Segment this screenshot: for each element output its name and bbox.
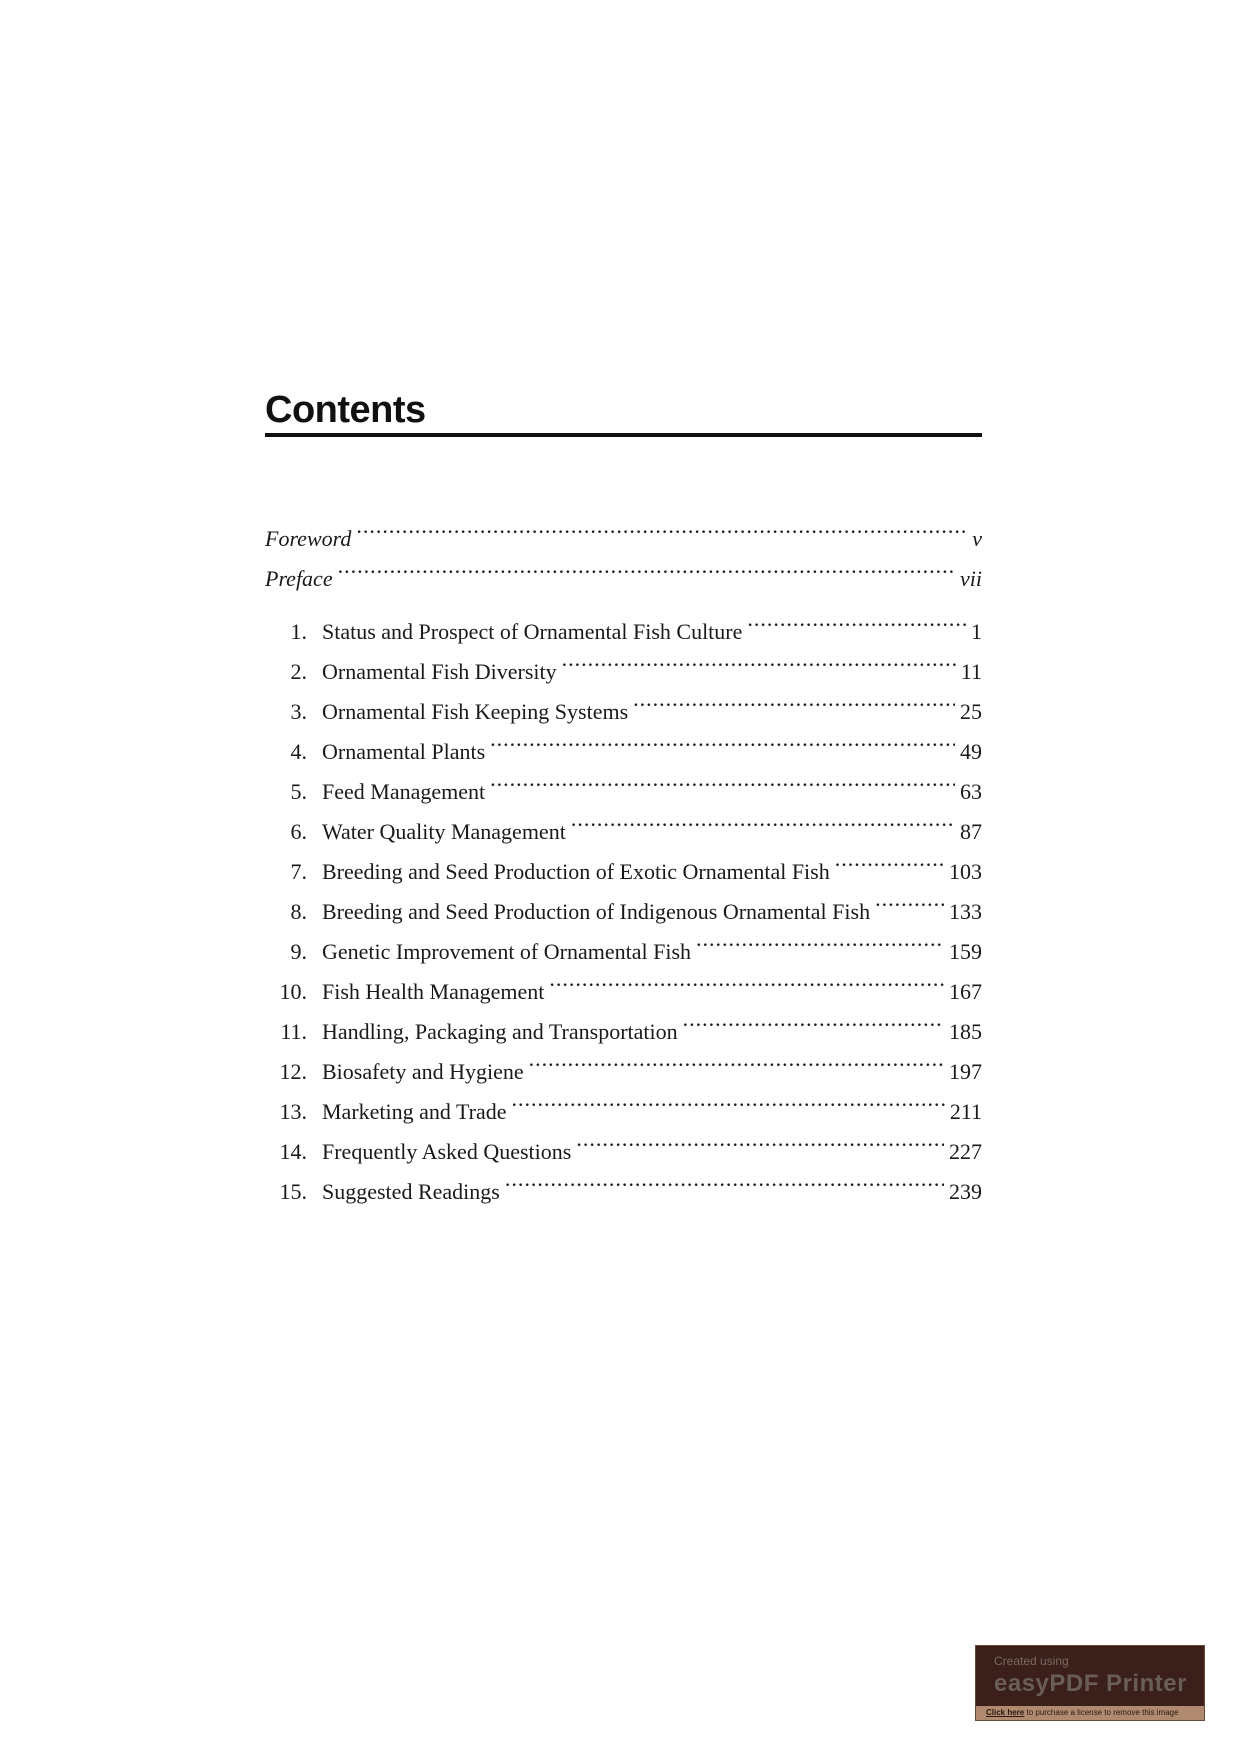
toc-entry-number: 1. bbox=[290, 619, 307, 644]
toc-entry-title: Status and Prospect of Ornamental Fish Culture bbox=[322, 619, 743, 644]
front-matter-list bbox=[265, 506, 982, 591]
toc-entry-page: v bbox=[972, 526, 982, 551]
toc-entry-page: 167 bbox=[949, 979, 982, 1004]
toc-entry-title: Handling, Packaging and Transportation bbox=[322, 1019, 678, 1044]
chapter-list bbox=[265, 599, 982, 1204]
dot-leader bbox=[338, 546, 955, 586]
toc-entry-title: Suggested Readings bbox=[322, 1179, 500, 1204]
toc-entry-number: 3. bbox=[290, 699, 307, 724]
toc-entry-title: Foreword bbox=[265, 526, 352, 551]
dot-leader bbox=[549, 959, 944, 999]
toc-entry-number: 12. bbox=[279, 1059, 307, 1084]
watermark-logo-text: easyPDF Printer bbox=[994, 1670, 1187, 1697]
toc-entry-title: Ornamental Fish Diversity bbox=[322, 659, 557, 684]
toc-entry-title: Ornamental Plants bbox=[322, 739, 486, 764]
dot-leader bbox=[576, 1119, 944, 1159]
toc-entry-title: Ornamental Fish Keeping Systems bbox=[322, 699, 629, 724]
toc-entry-title: Breeding and Seed Production of Indigenous Ornamental Fish bbox=[322, 899, 871, 924]
dot-leader bbox=[490, 719, 955, 759]
toc-entry-title: Breeding and Seed Production of Exotic Ornamental Fish bbox=[322, 859, 830, 884]
toc-entry-title: Frequently Asked Questions bbox=[322, 1139, 572, 1164]
dot-leader bbox=[512, 1079, 945, 1119]
easypdf-watermark bbox=[975, 1645, 1205, 1721]
dot-leader bbox=[835, 839, 944, 879]
toc-entry-page: 103 bbox=[949, 859, 982, 884]
toc-entry-page: 87 bbox=[960, 819, 982, 844]
watermark-footer-text: to purchase a license to remove this image bbox=[1024, 1708, 1179, 1717]
dot-leader bbox=[356, 506, 967, 546]
dot-leader bbox=[529, 1039, 944, 1079]
toc-entry-foreword[interactable] bbox=[265, 506, 982, 551]
toc-entry-number: 7. bbox=[290, 859, 307, 884]
toc-entry-page: 49 bbox=[960, 739, 982, 764]
watermark-footer bbox=[976, 1706, 1204, 1720]
toc-entry-page: 1 bbox=[971, 619, 982, 644]
dot-leader bbox=[683, 999, 944, 1039]
toc-entry-number: 8. bbox=[290, 899, 307, 924]
dot-leader bbox=[747, 599, 966, 639]
toc-entry-title: Biosafety and Hygiene bbox=[322, 1059, 524, 1084]
toc-entry-number: 13. bbox=[279, 1099, 307, 1124]
toc-entry-number: 15. bbox=[279, 1179, 307, 1204]
dot-leader bbox=[505, 1159, 944, 1199]
toc-entry-page: 239 bbox=[949, 1179, 982, 1204]
title-rule bbox=[265, 433, 982, 437]
toc-entry-page: 197 bbox=[949, 1059, 982, 1084]
toc-entry-chapter[interactable] bbox=[265, 599, 982, 644]
toc-entry-page: 185 bbox=[949, 1019, 982, 1044]
toc-entry-title: Fish Health Management bbox=[322, 979, 545, 1004]
toc-entry-page: 25 bbox=[960, 699, 982, 724]
toc-entry-page: 227 bbox=[949, 1139, 982, 1164]
dot-leader bbox=[490, 759, 955, 799]
dot-leader bbox=[562, 639, 956, 679]
toc-entry-page: 63 bbox=[960, 779, 982, 804]
toc-entry-title: Genetic Improvement of Ornamental Fish bbox=[322, 939, 692, 964]
watermark-line1: Created using bbox=[994, 1654, 1069, 1668]
toc-entry-page: 211 bbox=[949, 1099, 982, 1124]
toc-entry-page: 11 bbox=[960, 659, 982, 684]
toc-entry-number: 14. bbox=[279, 1139, 307, 1164]
toc-entry-number: 2. bbox=[290, 659, 307, 684]
toc-entry-number: 4. bbox=[290, 739, 307, 764]
toc-entry-number: 5. bbox=[290, 779, 307, 804]
toc-entry-title: Feed Management bbox=[322, 779, 486, 804]
dot-leader bbox=[633, 679, 955, 719]
page-title: Contents bbox=[265, 389, 426, 431]
dot-leader bbox=[696, 919, 944, 959]
toc-entry-number: 11. bbox=[280, 1019, 307, 1044]
toc-entry-number: 6. bbox=[290, 819, 307, 844]
toc-entry-page: 133 bbox=[949, 899, 982, 924]
toc-entry-page: 159 bbox=[949, 939, 982, 964]
toc-entry-number: 10. bbox=[279, 979, 307, 1004]
toc-entry-title: Water Quality Management bbox=[322, 819, 566, 844]
toc-entry-title: Marketing and Trade bbox=[322, 1099, 507, 1124]
toc-entry-number: 9. bbox=[290, 939, 307, 964]
dot-leader bbox=[875, 879, 944, 919]
table-of-contents bbox=[265, 506, 982, 1204]
toc-entry-page: vii bbox=[960, 566, 982, 591]
watermark-purchase-link[interactable]: Click here bbox=[986, 1708, 1025, 1717]
toc-entry-title: Preface bbox=[265, 566, 333, 591]
dot-leader bbox=[571, 799, 955, 839]
toc-entry-preface[interactable] bbox=[265, 546, 982, 591]
